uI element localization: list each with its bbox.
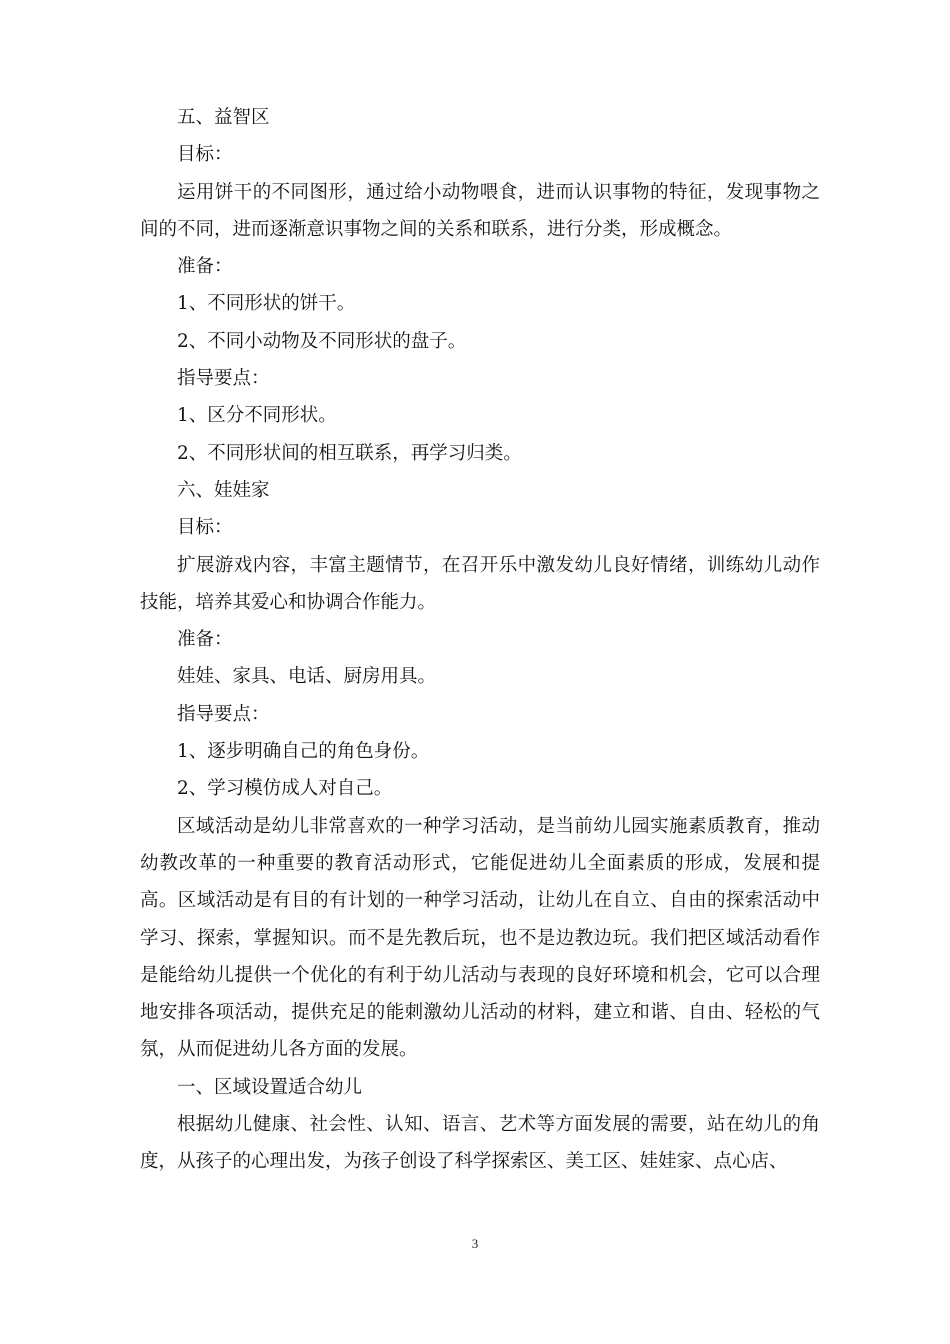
preparation-label: 准备： [177, 256, 233, 278]
guidance-item: 1、区分不同形状。 [177, 405, 337, 427]
body-paragraph: 区域活动是幼儿非常喜欢的一种学习活动，是当前幼儿园实施素质教育，推动幼教改革的一种重要的教育活动形式，它能促进幼儿全面素质的形成，发展和提高。区域活动是有目的有计划的一种学习活动，让幼儿在自立、自由的探索活动中学习、探索，掌握知识。而不是先教后玩，也不是边教边玩。我们把区域活动看作是能给幼儿提供一个优化的有利于幼儿活动与表现的良好环境和机会，它可以合理地安排各项活动，提供充足的能刺激幼儿活动的材料，建立和谐、自由、轻松的气氛，从而促进幼儿各方面的发展。 [140, 815, 820, 1061]
body-paragraph: 根据幼儿健康、社会性、认知、语言、艺术等方面发展的需要，站在幼儿的角度，从孩子的心理出发，为孩子创设了科学探索区、美工区、娃娃家、点心店、 [140, 1114, 820, 1173]
preparation-item: 1、不同形状的饼干。 [177, 293, 356, 315]
goal-label: 目标： [177, 517, 233, 539]
page-number: 3 [471, 1236, 479, 1251]
preparation-item: 娃娃、家具、电话、厨房用具。 [177, 666, 437, 688]
preparation-item: 2、不同小动物及不同形状的盘子。 [177, 330, 467, 352]
guidance-item: 2、学习模仿成人对自己。 [177, 778, 393, 800]
preparation-label: 准备： [177, 629, 233, 651]
goal-text: 运用饼干的不同图形，通过给小动物喂食，进而认识事物的特征，发现事物之间的不同，进而逐渐意识事物之间的关系和联系，进行分类，形成概念。 [140, 181, 820, 240]
section-heading-area-setup: 一、区域设置适合幼儿 [177, 1076, 363, 1098]
goal-text: 扩展游戏内容，丰富主题情节，在召开乐中激发幼儿良好情绪，训练幼儿动作技能，培养其爱心和协调合作能力。 [140, 554, 820, 613]
guidance-item: 2、不同形状间的相互联系，再学习归类。 [177, 442, 522, 464]
guidance-label: 指导要点： [177, 368, 270, 390]
document-body [140, 99, 820, 1181]
guidance-item: 1、逐步明确自己的角色身份。 [177, 741, 430, 763]
section-heading-doll-house: 六、娃娃家 [177, 479, 270, 501]
section-heading-puzzle-area: 五、益智区 [177, 107, 270, 128]
guidance-label: 指导要点： [177, 703, 270, 725]
goal-label: 目标： [177, 144, 233, 166]
